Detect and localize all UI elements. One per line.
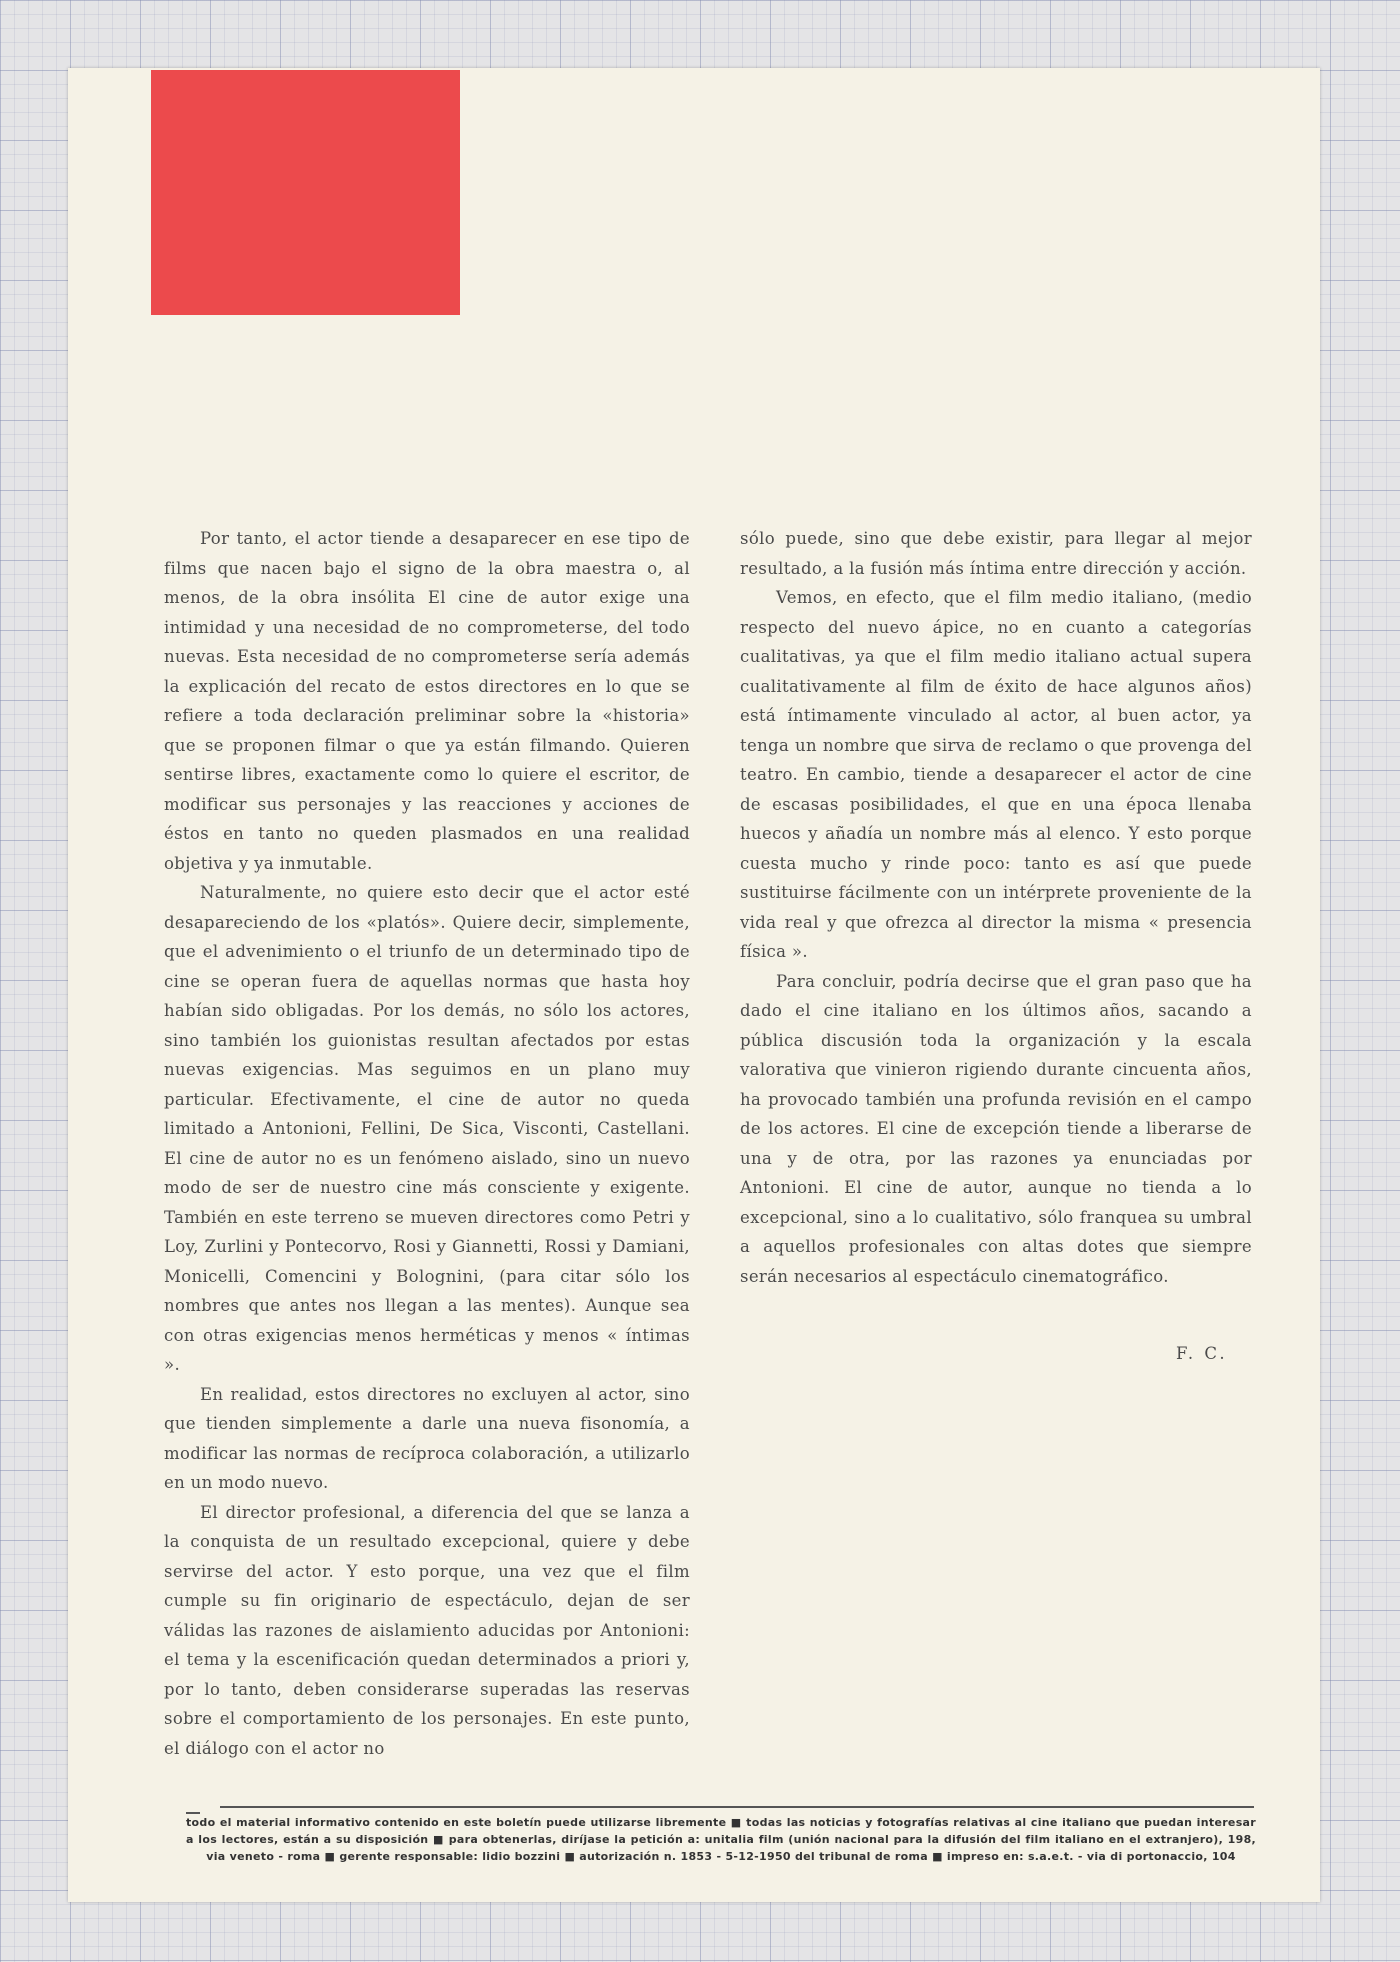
right-text-column: [740, 524, 1252, 1291]
paragraph: En realidad, estos directores no excluyen al actor, sino que tienden simplemente a darle una nueva fisonomía, a modificar las normas de recíproca colaboración, a utilizarlo en un modo nuevo.: [164, 1384, 690, 1492]
left-text-column: [164, 524, 690, 1763]
paragraph: Naturalmente, no quiere esto decir que el actor esté desapareciendo de los «platós». Quiere decir, simplemente, que el advenimiento o el triunfo de un determinado tipo de cine se operan fuera de aquellas normas que hasta hoy habían sido obligadas. Por los demás, no sólo los actores, sino también los guionistas resultan afectados por estas nuevas exigencias. Mas seguimos en un plano muy particular. Efectivamente, el cine de autor no queda limitado a Antonioni, Fellini, De Sica, Visconti, Castellani. El cine de autor no es un fenómeno aislado, sino un nuevo modo de ser de nuestro cine más consciente y exigente. También en este terreno se mueven directores como Petri y Loy, Zurlini y Pontecorvo, Rosi y Giannetti, Rossi y Damiani, Monicelli, Comencini y Bolognini, (para citar sólo los nombres que antes nos llegan a las mentes). Aunque sea con otras exigencias menos herméticas y menos « íntimas ».: [164, 883, 690, 1374]
paragraph: Vemos, en efecto, que el film medio italiano, (medio respecto del nuevo ápice, no en cuanto a categorías cualitativas, ya que el film medio italiano actual supera cualitativamente al film de éxito de hace algunos años) está íntimamente vinculado al actor, al buen actor, ya tenga un nombre que sirva de reclamo o que provenga del teatro. En cambio, tiende a desaparecer el actor de cine de escasas posibilidades, el que en una época llenaba huecos y añadía un nombre más al elenco. Y esto porque cuesta mucho y rinde poco: tanto es así que puede sustituirse fácilmente con un intérprete proveniente de la vida real y que ofrezca al director la misma « presencia física ».: [740, 588, 1252, 961]
paragraph: sólo puede, sino que debe existir, para llegar al mejor resultado, a la fusión más íntima entre dirección y acción.: [740, 529, 1252, 578]
paragraph: Por tanto, el actor tiende a desaparecer en ese tipo de films que nacen bajo el signo de la obra maestra o, al menos, de la obra insólita El cine de autor exige una intimidad y una necesidad de no comprometerse, del todo nuevas. Esta necesidad de no comprometerse sería además la explicación del recato de estos directores en lo que se refiere a toda declaración preliminar sobre la «historia» que se proponen filmar o que ya están filmando. Quieren sentirse libres, exactamente como lo quiere el escritor, de modificar sus personajes y las reacciones y acciones de éstos en tanto no queden plasmados en una realidad objetiva y ya inmutable.: [164, 529, 690, 873]
red-color-block: [151, 70, 460, 315]
document-page: [68, 68, 1320, 1902]
paragraph: Para concluir, podría decirse que el gran paso que ha dado el cine italiano en los últimos años, sacando a pública discusión toda la organización y la escala valorativa que vinieron rigiendo durante cincuenta años, ha provocado también una profunda revisión en el campo de los actores. El cine de excepción tiende a liberarse de una y de otra, por las razones ya enunciadas por Antonioni. El cine de autor, aunque no tienda a lo excepcional, sino a lo cualitativo, sólo franquea su umbral a aquellos profesionales con altas dotes que siempre serán necesarios al espectáculo cinematográfico.: [740, 971, 1252, 1286]
footer-rule: [220, 1806, 1254, 1808]
footer-notice: todo el material informativo contenido en este boletín puede utilizarse libremente ■ todas las noticias y fotografías relativas al cine italiano que puedan interesar a los lectores, están a su disposición ■ para obtenerlas, diríjase la petición a: unitalia film (unión nacional para la difusión del film italiano en el extranjero), 198, via veneto - roma ■ gerente responsable: lidio bozzini ■ autorización n. 1853 - 5-12-1950 del tribunal de roma ■ impreso en: s.a.e.t. - via di portonaccio, 104: [186, 1816, 1256, 1863]
author-signature: F. C.: [1176, 1344, 1228, 1363]
paragraph: El director profesional, a diferencia del que se lanza a la conquista de un resultado excepcional, quiere y debe servirse del actor. Y esto porque, una vez que el film cumple su fin originario de espectáculo, dejan de ser válidas las razones de aislamiento aducidas por Antonioni: el tema y la escenificación quedan determinados a priori y, por lo tanto, deben considerarse superadas las reservas sobre el comportamiento de los personajes. En este punto, el diálogo con el actor no: [164, 1502, 690, 1758]
